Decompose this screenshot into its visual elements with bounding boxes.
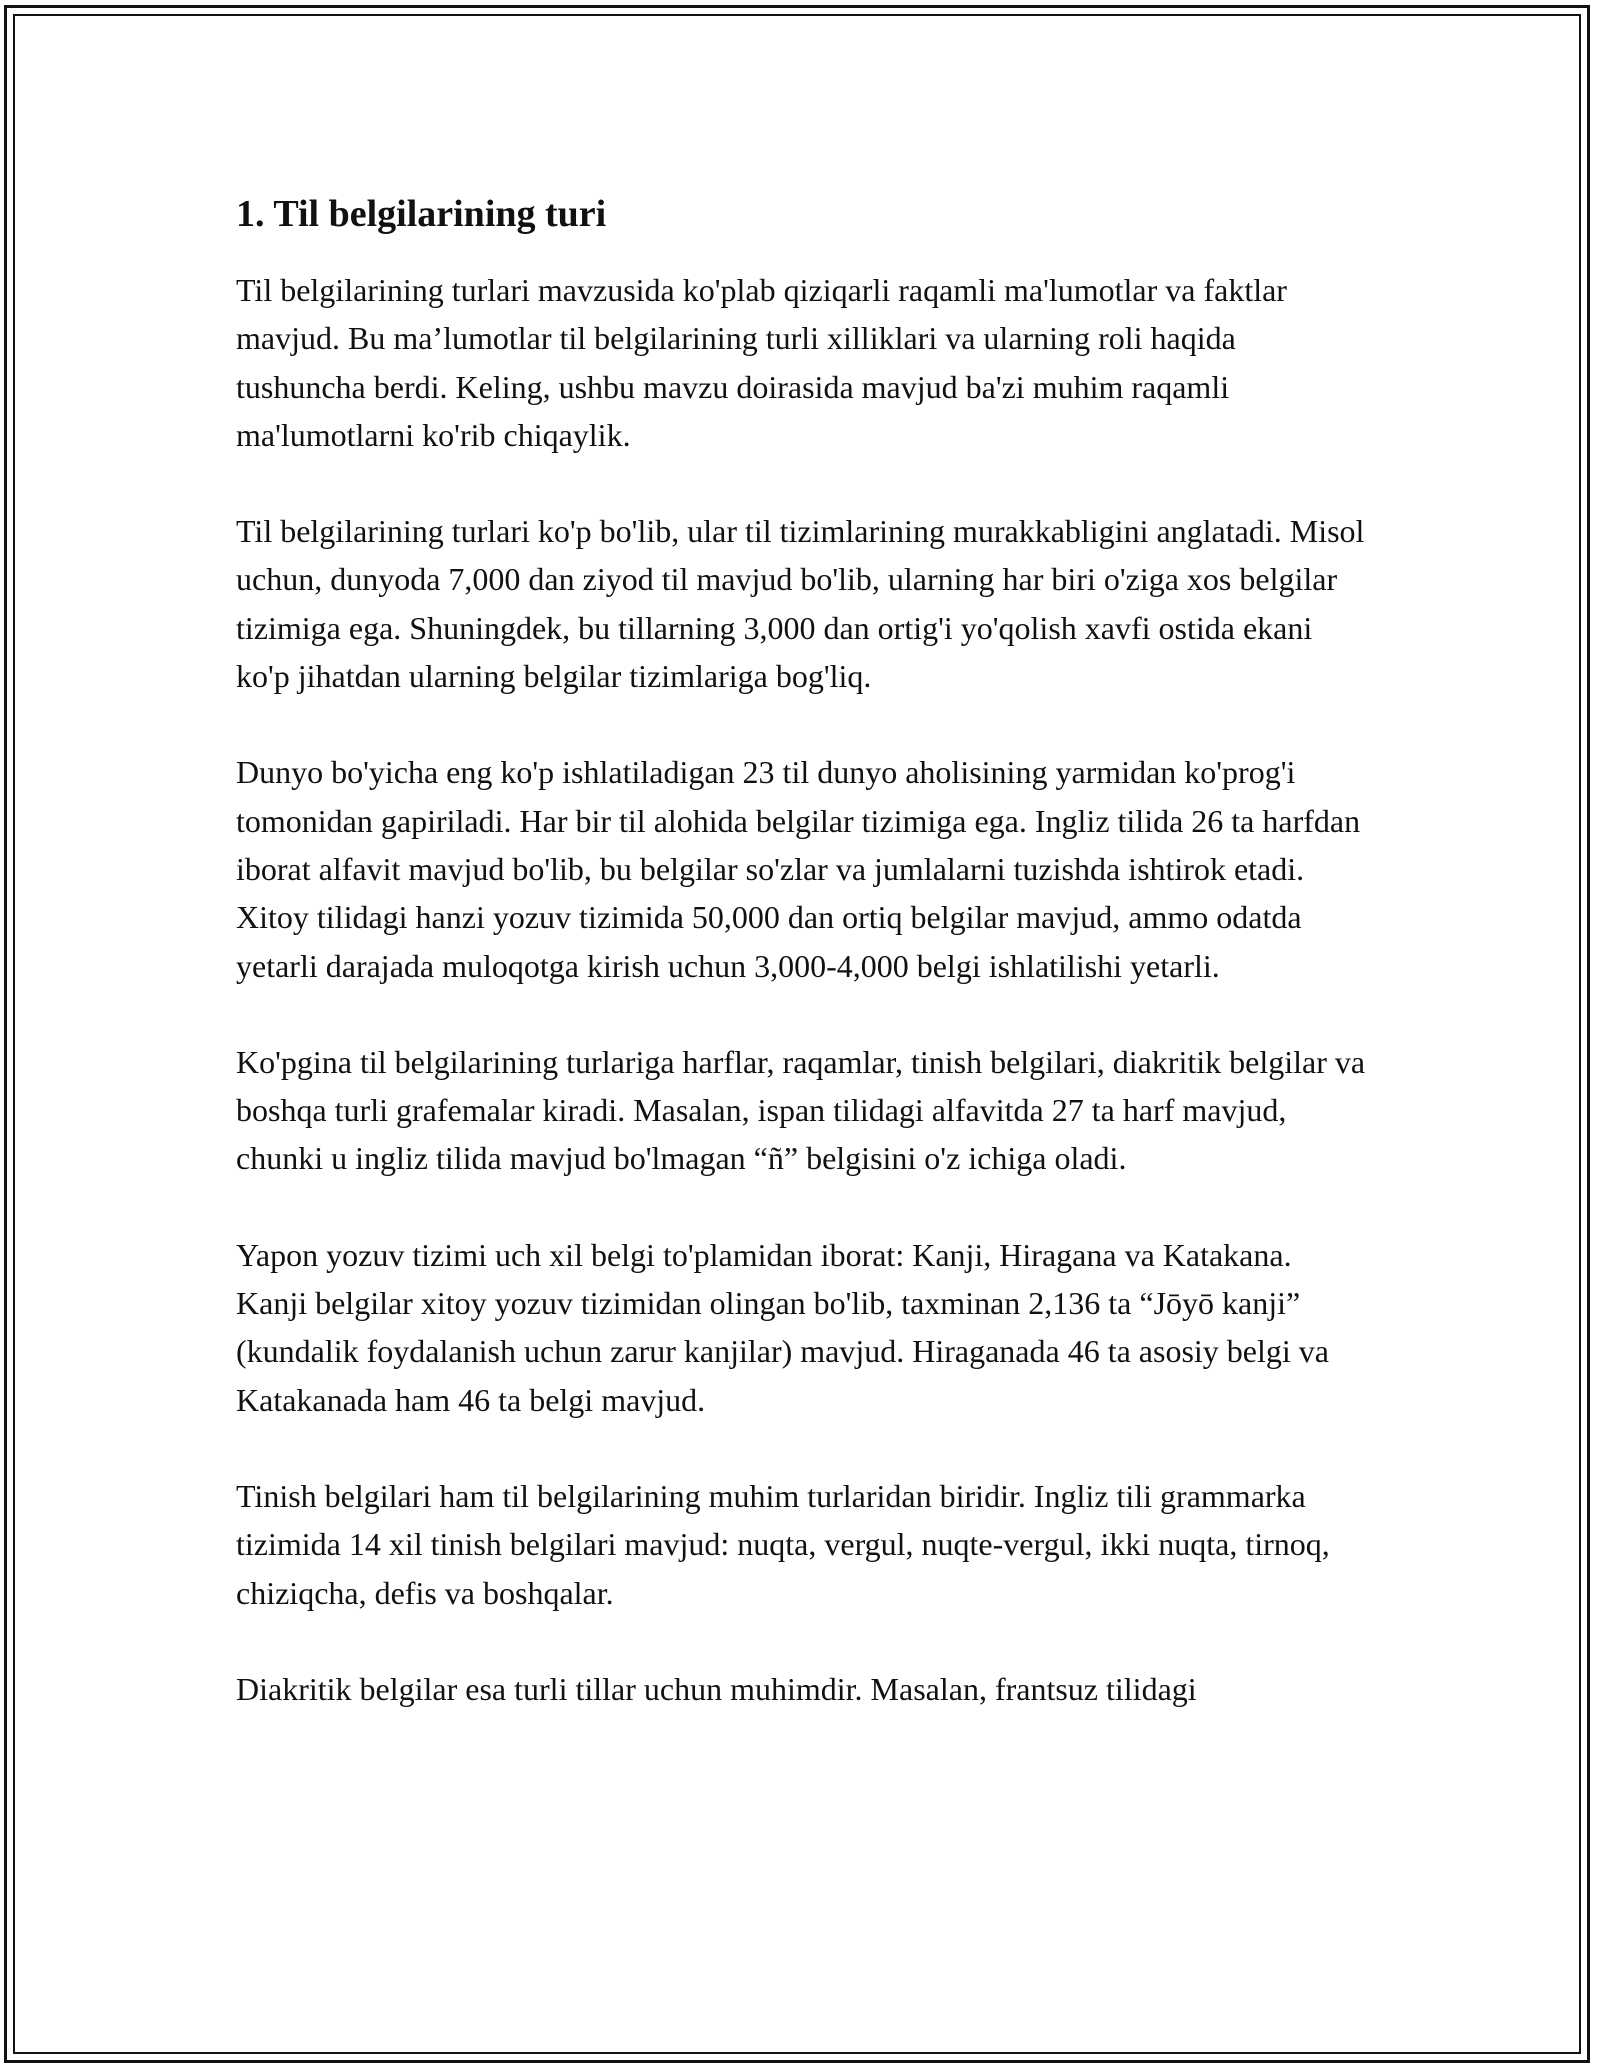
paragraph-punctuation: Tinish belgilari ham til belgilarining muhim turlaridan biridir. Ingliz tili grammarka tizimida 14 xil tinish belgilari mavjud: nuqta, vergul, nuqte-vergul, ikki nuqta, tirnoq, chiziqcha, defis va boshqalar. [236,1477,1330,1611]
paragraph-intro: Til belgilarining turlari mavzusida ko'plab qiziqarli raqamli ma'lumotlar va faktlar mavjud. Bu ma’lumotlar til belgilarining turli xilliklari va ularning roli haqida tushuncha berdi. Keling, ushbu mavzu doirasida mavjud ba'zi muhim raqamli ma'lumotlarni ko'rib chiqaylik. [236,272,1287,453]
paragraph-most-spoken: Dunyo bo'yicha eng ko'p ishlatiladigan 23 til dunyo aholisining yarmidan ko'prog'i tomonidan gapiriladi. Har bir til alohida belgilar tizimiga ega. Ingliz tilida 26 ta harfdan iborat alfavit mavjud bo'lib, bu belgilar so'zlar va jumlalarni tuzishda ishtirok etadi. Xitoy tilidagi hanzi yozuv tizimida 50,000 dan ortiq belgilar mavjud, ammo odatda yetarli darajada muloqotga kirish uchun 3,000-4,000 belgi ishlatilishi yetarli. [236,754,1361,984]
section-heading: 1. Til belgilarining turi [236,193,607,235]
paragraph-language-count: Til belgilarining turlari ko'p bo'lib, ular til tizimlarining murakkabligini anglatadi. Misol uchun, dunyoda 7,000 dan ziyod til mavjud bo'lib, ularning har biri o'ziga xos belgilar tizimiga ega. Shuningdek, bu tillarning 3,000 dan ortig'i yo'qolish xavfi ostida ekani ko'p jihatdan ularning belgilar tizimlariga bog'liq. [236,513,1365,695]
document-body [236,188,1366,1761]
paragraph-diacritics: Diakritik belgilar esa turli tillar uchun muhimdir. Masalan, frantsuz tilidagi [236,1670,1197,1707]
paragraph-grapheme-types: Ko'pgina til belgilarining turlariga harflar, raqamlar, tinish belgilari, diakritik belgilar va boshqa turli grafemalar kiradi. Masalan, ispan tilidagi alfavitda 27 ta harf mavjud, chunki u ingliz tilida mavjud bo'lmagan “ñ” belgisini o'z ichiga oladi. [236,1043,1366,1177]
paragraph-japanese-writing: Yapon yozuv tizimi uch xil belgi to'plamidan iborat: Kanji, Hiragana va Katakana. Kanji belgilar xitoy yozuv tizimidan olingan bo'lib, taxminan 2,136 ta “Jōyō kanji” (kundalik foydalanish uchun zarur kanjilar) mavjud. Hiraganada 46 ta asosiy belgi va Katakanada ham 46 ta belgi mavjud. [236,1236,1329,1418]
